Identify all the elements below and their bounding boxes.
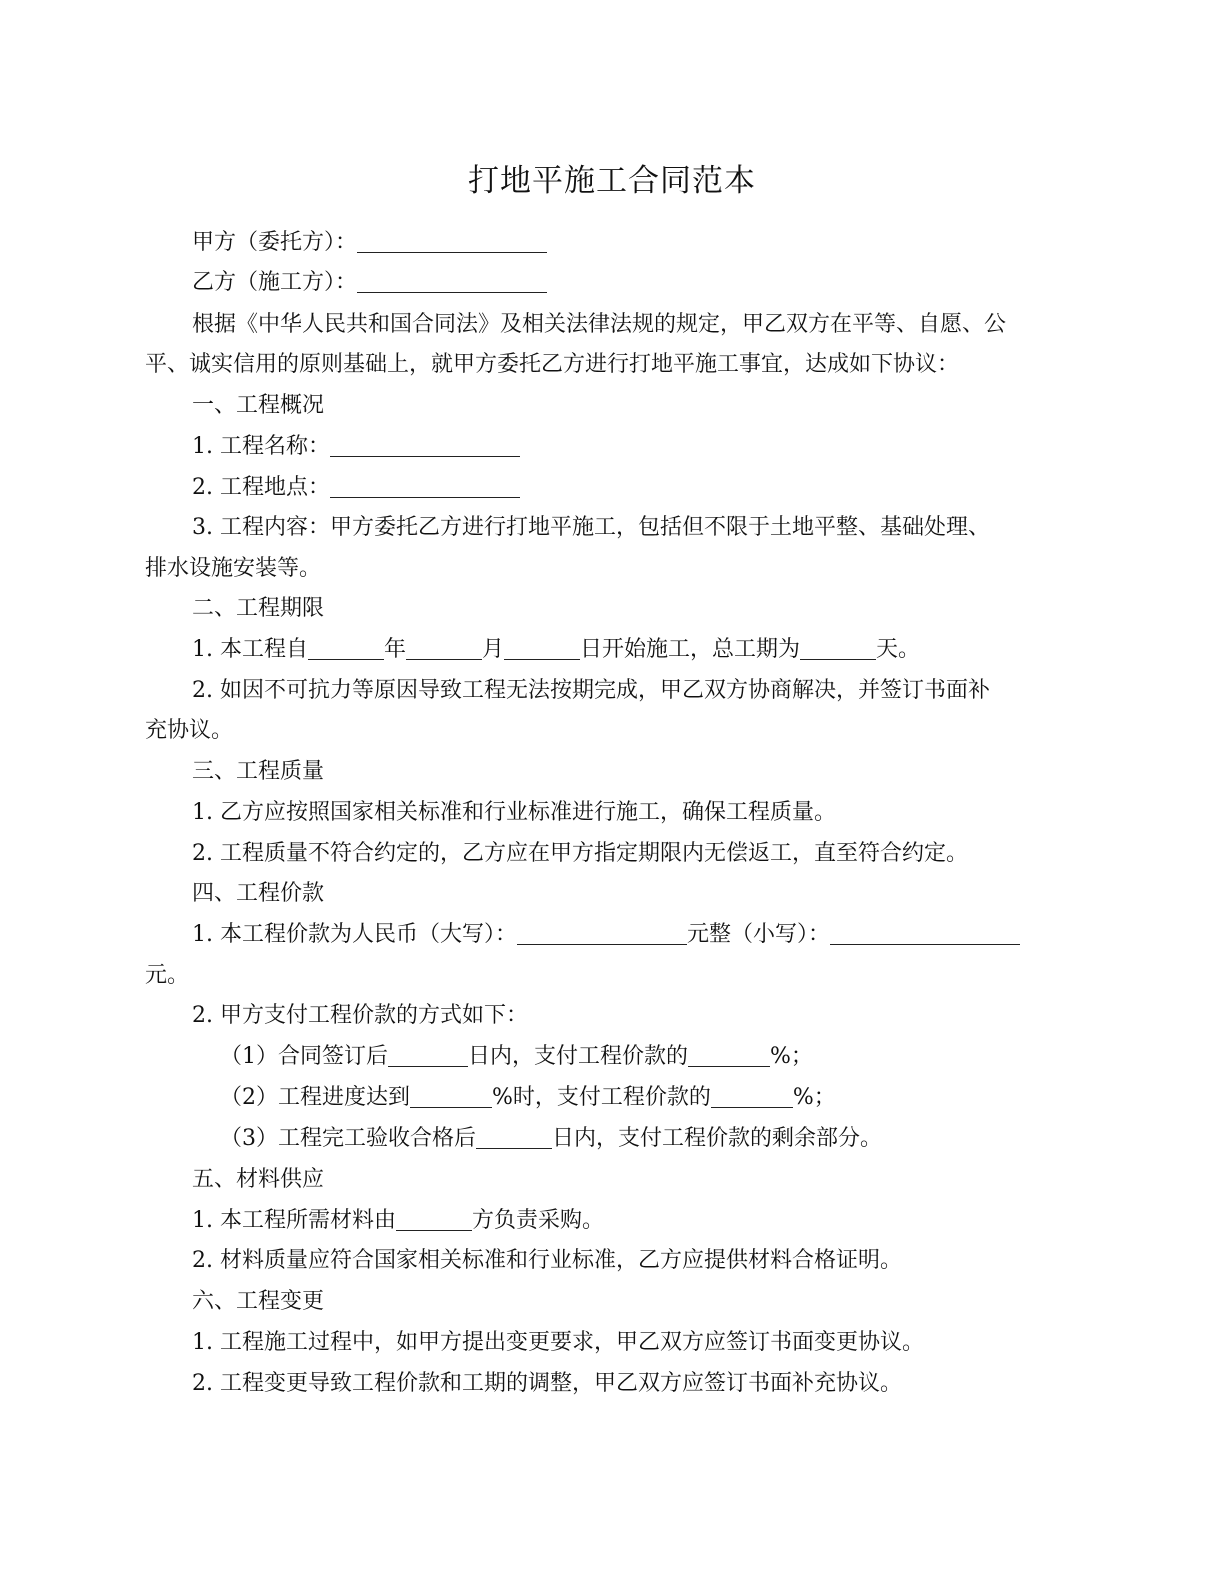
price-lowercase-blank	[830, 922, 1020, 945]
days-label: 天。	[876, 637, 921, 662]
section-1-item-3-line-1: 3. 工程内容：甲方委托乙方进行打地平施工，包括但不限于土地平整、基础处理、	[192, 515, 990, 540]
project-name-blank	[330, 434, 520, 457]
month-blank	[406, 637, 482, 660]
section-2-item-1	[145, 635, 1142, 665]
party-a-blank	[357, 230, 547, 253]
payment-term-3	[145, 1124, 1170, 1154]
project-name-label: 1. 工程名称：	[192, 434, 330, 459]
party-a-line	[145, 228, 1142, 258]
year-label: 年	[383, 637, 406, 662]
duration-blank	[800, 637, 876, 660]
price-uppercase-label: 1. 本工程价款为人民币（大写）：	[192, 922, 517, 947]
section-3-item-1: 1. 乙方应按照国家相关标准和行业标准进行施工，确保工程质量。	[192, 800, 836, 825]
payment-term-1-end: %；	[770, 1044, 813, 1069]
section-2-item-2-line-1: 2. 如因不可抗力等原因导致工程无法按期完成，甲乙双方协商解决，并签订书面补	[192, 678, 990, 703]
preamble-line-2: 平、诚实信用的原则基础上，就甲方委托乙方进行打地平施工事宜，达成如下协议：	[145, 352, 960, 377]
payment-term-2-label: （2）工程进度达到	[220, 1085, 410, 1110]
section-4-item-2: 2. 甲方支付工程价款的方式如下：	[192, 1003, 528, 1028]
section-5-item-1	[145, 1206, 1142, 1236]
payment-term-2-end: %；	[792, 1085, 836, 1110]
duration-label: 日开始施工，总工期为	[580, 637, 801, 662]
section-6-heading: 六、工程变更	[192, 1289, 325, 1314]
project-location-label: 2. 工程地点：	[192, 475, 330, 500]
payment-term-2	[145, 1083, 1170, 1113]
section-3-heading: 三、工程质量	[192, 759, 325, 784]
section-2-heading: 二、工程期限	[192, 596, 325, 621]
section-4-item-1-cont: 元。	[145, 963, 190, 988]
section-3-item-2: 2. 工程质量不符合约定的，乙方应在甲方指定期限内无偿返工，直至符合约定。	[192, 841, 968, 866]
project-location-blank	[330, 475, 520, 498]
start-date-label: 1. 本工程自	[192, 637, 308, 662]
section-1-item-3-line-2: 排水设施安装等。	[145, 556, 322, 581]
section-1-item-1	[145, 432, 1142, 462]
section-2-item-2-line-2: 充协议。	[145, 718, 234, 743]
party-b-blank	[357, 270, 547, 293]
section-4-item-1	[145, 920, 1142, 950]
year-blank	[308, 637, 384, 660]
payment-term-1-label: （1）合同签订后	[220, 1044, 388, 1069]
price-uppercase-blank	[517, 922, 687, 945]
payment-term-3-days-blank	[476, 1126, 552, 1149]
party-b-label: 乙方（施工方）：	[192, 270, 358, 295]
section-5-item-2: 2. 材料质量应符合国家相关标准和行业标准，乙方应提供材料合格证明。	[192, 1248, 902, 1273]
month-label: 月	[482, 637, 505, 662]
document-title: 打地平施工合同范本	[468, 163, 756, 199]
material-supplier-end: 方负责采购。	[471, 1208, 604, 1233]
payment-term-2-mid: %时，支付工程价款的	[492, 1085, 711, 1110]
payment-term-2-progress-blank	[410, 1085, 492, 1108]
section-5-heading: 五、材料供应	[192, 1167, 325, 1192]
payment-term-2-percent-blank	[711, 1085, 793, 1108]
material-supplier-label: 1. 本工程所需材料由	[192, 1208, 396, 1233]
payment-term-1-percent-blank	[688, 1044, 770, 1067]
party-b-line	[145, 268, 1142, 298]
payment-term-1-mid: 日内，支付工程价款的	[468, 1044, 689, 1069]
payment-term-1	[145, 1042, 1170, 1072]
section-1-heading: 一、工程概况	[192, 393, 325, 418]
payment-term-3-end: 日内，支付工程价款的剩余部分。	[552, 1126, 883, 1151]
price-lowercase-label: 元整（小写）：	[687, 922, 831, 947]
party-a-label: 甲方（委托方）：	[192, 230, 358, 255]
section-4-heading: 四、工程价款	[192, 881, 325, 906]
section-6-item-2: 2. 工程变更导致工程价款和工期的调整，甲乙双方应签订书面补充协议。	[192, 1371, 902, 1396]
material-supplier-blank	[396, 1208, 472, 1231]
day-blank	[504, 637, 580, 660]
section-1-item-2	[145, 473, 1142, 503]
payment-term-3-label: （3）工程完工验收合格后	[220, 1126, 476, 1151]
payment-term-1-days-blank	[388, 1044, 468, 1067]
preamble-line-1: 根据《中华人民共和国合同法》及相关法律法规的规定，甲乙双方在平等、自愿、公	[192, 312, 1007, 337]
section-6-item-1: 1. 工程施工过程中，如甲方提出变更要求，甲乙双方应签订书面变更协议。	[192, 1330, 924, 1355]
